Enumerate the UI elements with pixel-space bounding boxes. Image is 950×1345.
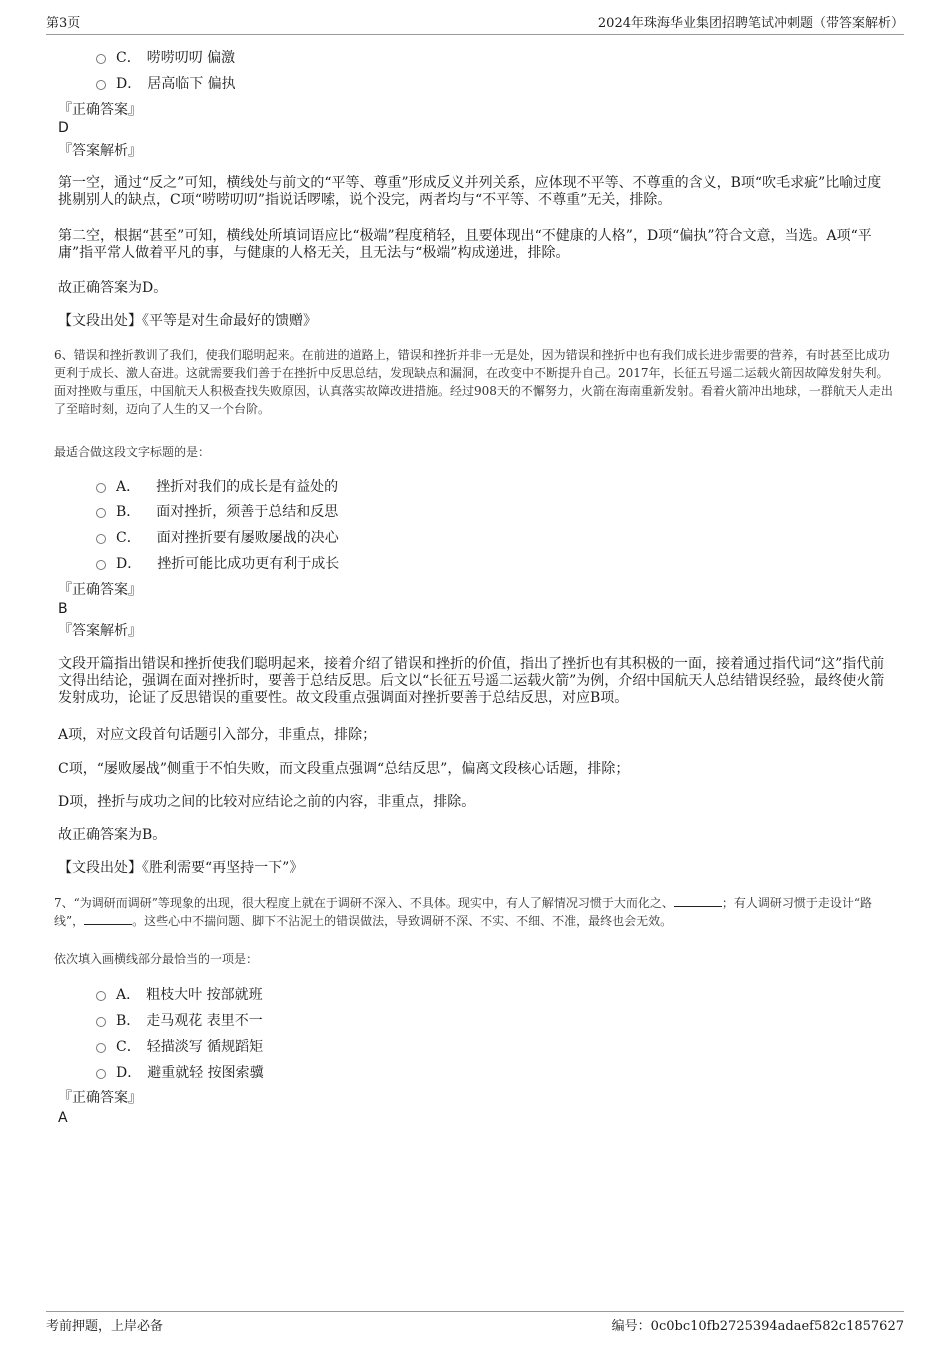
document-code: 编号：0c0bc10fb2725394adaef582c1857627 [611,1319,904,1334]
radio-icon[interactable] [96,1043,106,1053]
analysis-conclusion: 故正确答案为B。 [58,827,167,843]
option-b[interactable]: B． 面对挫折，须善于总结和反思 [96,500,338,522]
option-b[interactable]: B． 走马观花 表里不一 [96,1009,263,1031]
fill-blank [84,912,132,925]
page-footer [46,1311,904,1332]
option-text: 粗枝大叶 按部就班 [146,987,263,1003]
page-number: 第3页 [46,16,81,31]
analysis-conclusion: 故正确答案为D。 [58,280,168,296]
analysis-paragraph: 第一空，通过“反之”可知，横线处与前文的“平等、尊重”形成反义并列关系，应体现不平等、不尊重的含义，B项“吹毛求疵”比喻过度挑剔别人的缺点，C项“唠唠叨叨”指说话啰嗦，说个没完，两者均与“不平等、不尊重”无关，排除。 [58,175,882,208]
option-a[interactable]: A． 粗枝大叶 按部就班 [96,983,263,1005]
radio-icon[interactable] [96,508,106,518]
source-citation: 【文段出处】《平等是对生命最好的馈赠》 [58,313,317,329]
footer-slogan: 考前押题，上岸必备 [46,1319,164,1334]
question-prompt: 最适合做这段文字标题的是： [54,445,211,459]
answer-value: A [58,1110,68,1126]
answer-label: 『正确答案』 [58,582,142,598]
option-text: 挫折对我们的成长是有益处的 [156,479,339,495]
option-text: 挫折可能比成功更有利于成长 [157,556,340,572]
radio-icon[interactable] [96,534,106,544]
question-text: 7、“为调研而调研”等现象的出现，很大程度上就在于调研不深入、不具体。现实中，有人了解情况习惯于大而化之、 ；有人调研习惯于走设计“路线”， 。这些心中不揣问题、脚下不沾泥土的错误做法，导致调研不深、不实、不细、不准，最终也会无效。 [54,896,873,928]
option-text: 面对挫折，须善于总结和反思 [156,504,339,520]
option-text: 避重就轻 按图索骥 [147,1065,264,1081]
document-title: 2024年珠海华业集团招聘笔试冲刺题（带答案解析） [597,16,904,31]
option-d[interactable]: D． 居高临下 偏执 [96,72,236,94]
option-d[interactable]: D． 挫折可能比成功更有利于成长 [96,552,339,574]
analysis-paragraph: A项，对应文段首句话题引入部分，非重点，排除； [58,727,377,743]
radio-icon[interactable] [96,80,106,90]
option-c[interactable]: C． 唠唠叨叨 偏激 [96,46,235,68]
answer-value: D [58,120,69,136]
question-prompt: 依次填入画横线部分最恰当的一项是： [54,952,259,966]
radio-icon[interactable] [96,54,106,64]
fill-blank [674,894,722,907]
source-citation: 【文段出处】《胜利需要“再坚持一下”》 [58,860,304,876]
option-c[interactable]: C． 轻描淡写 循规蹈矩 [96,1035,263,1057]
analysis-label: 『答案解析』 [58,623,142,639]
option-text: 唠唠叨叨 偏激 [146,50,236,66]
question-text: 6、错误和挫折教训了我们，使我们聪明起来。在前进的道路上，错误和挫折并非一无是处，因为错误和挫折中也有我们成长进步需要的营养，有时甚至比成功更利于成长、激人奋进。这就需要我们善于在挫折中反思总结，发现缺点和漏洞，在改变中不断提升自己。2017年，长征五号遥二运载火箭因故障发射失利。面对挫败与重压，中国航天人积极查找失败原因，认真落实故障改进措施。经过908天的不懈努力，火箭在海南重新发射。看着火箭冲出地球，一群航天人走出了至暗时刻，迈向了人生的又一个台阶。 [54,348,893,416]
option-text: 走马观花 表里不一 [146,1013,263,1029]
answer-label: 『正确答案』 [58,102,142,118]
radio-icon[interactable] [96,560,106,570]
option-text: 居高临下 偏执 [147,76,236,92]
page-header [46,16,904,35]
radio-icon[interactable] [96,483,106,493]
radio-icon[interactable] [96,1069,106,1079]
option-c[interactable]: C． 面对挫折要有屡败屡战的决心 [96,526,339,548]
answer-value: B [58,601,68,617]
option-text: 轻描淡写 循规蹈矩 [146,1039,264,1055]
option-a[interactable]: A． 挫折对我们的成长是有益处的 [96,475,338,497]
option-text: 面对挫折要有屡败屡战的决心 [156,530,339,546]
analysis-label: 『答案解析』 [58,143,142,159]
analysis-paragraph: 文段开篇指出错误和挫折使我们聪明起来，接着介绍了错误和挫折的价值，指出了挫折也有其积极的一面，接着通过指代词“这”指代前文得出结论，强调在面对挫折时，要善于总结反思。后文以“长征五号遥二运载火箭”为例，介绍中国航天人总结错误经验，最终使火箭发射成功，论证了反思错误的重要性。故文段重点强调面对挫折要善于总结反思，对应B项。 [58,656,885,706]
analysis-paragraph: 第二空，根据“甚至”可知，横线处所填词语应比“极端”程度稍轻，且要体现出“不健康的人格”，D项“偏执”符合文意，当选。A项“平庸”指平常人做着平凡的事，与健康的人格无关，且无法与“极端”构成递进，排除。 [58,228,872,261]
answer-label: 『正确答案』 [58,1090,142,1106]
analysis-paragraph: C项，“屡败屡战”侧重于不怕失败，而文段重点强调“总结反思”，偏离文段核心话题，排除； [58,761,630,777]
radio-icon[interactable] [96,991,106,1001]
option-d[interactable]: D． 避重就轻 按图索骥 [96,1061,264,1083]
analysis-paragraph: D项，挫折与成功之间的比较对应结论之前的内容，非重点，排除。 [58,794,476,810]
radio-icon[interactable] [96,1017,106,1027]
